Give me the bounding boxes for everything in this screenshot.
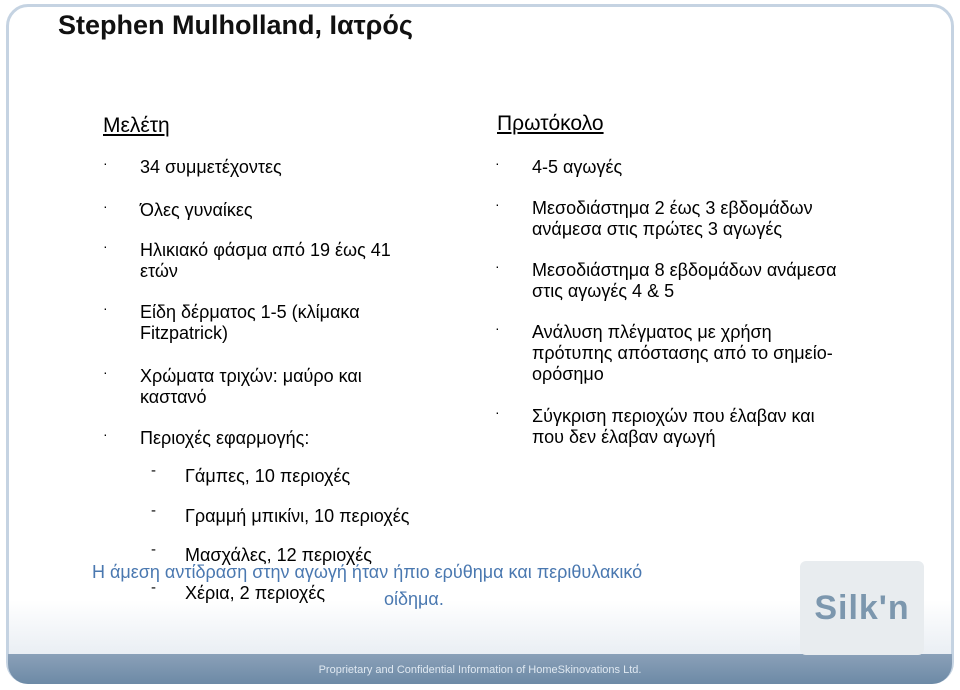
dash-marker: - [151,462,156,479]
protocol-bullet-line: πρότυπης απόστασης από το σημείο- [532,343,833,363]
protocol-bullet [495,258,912,302]
protocol-bullet-line: που δεν έλαβαν αγωγή [532,427,716,447]
study-bullet-line: Χρώματα τριχών: μαύρο και [140,366,362,386]
bullet-dot: · [495,258,500,274]
area-text: Χέρια, 2 περιοχές [185,583,326,603]
bullet-dot: · [495,196,500,212]
study-bullet [103,155,460,178]
study-bullet [103,198,460,221]
protocol-bullet [495,196,912,240]
dash-marker: - [151,541,156,558]
protocol-bullet [495,320,912,385]
study-bullet-line: Ηλικιακό φάσμα από 19 έως 41 [140,240,391,260]
area-text: Γραμμή μπικίνι, 10 περιοχές [185,506,410,526]
bullet-dot: · [495,320,500,336]
protocol-bullet-line: ανάμεσα στις πρώτες 3 αγωγές [532,219,783,239]
area-item [151,502,485,527]
study-bullet-text: Περιοχές εφαρμογής: [140,428,310,448]
footer-text: Proprietary and Confidential Information of HomeSkinovations Ltd. [318,664,642,676]
area-text: Μασχάλες, 12 περιοχές [185,545,372,565]
protocol-bullet-line: Ανάλυση πλέγματος με χρήση [532,322,772,342]
study-bullet-line: ετών [140,261,178,281]
reaction-note-line2: οίδημα. [384,589,444,609]
study-bullet [103,300,460,344]
study-bullet-text: 34 συμμετέχοντες [140,157,282,177]
study-bullet-line: Fitzpatrick) [140,323,229,343]
logo-text: Silk'n [814,588,910,627]
dash-marker: - [151,579,156,596]
bullet-dot: · [495,155,500,171]
bullet-dot: · [495,404,500,420]
slide-title: Stephen Mulholland, Ιατρός [58,10,413,40]
protocol-bullet-line: Σύγκριση περιοχών που έλαβαν και [532,406,815,426]
study-bullet-line: καστανό [140,387,207,407]
protocol-bullet-line: Μεσοδιάστημα 2 έως 3 εβδομάδων [532,198,813,218]
protocol-heading: Πρωτόκολο [497,112,604,135]
silkn-logo [800,561,924,655]
protocol-bullet-line: ορόσημο [532,364,604,384]
study-bullet-line: Είδη δέρματος 1-5 (κλίμακα [140,302,360,322]
protocol-bullet [495,404,912,448]
protocol-bullet [495,155,912,178]
bullet-dot: · [103,426,108,442]
study-bullet-text: Όλες γυναίκες [140,200,253,220]
bullet-dot: · [103,198,108,214]
study-bullet [103,364,460,408]
bullet-dot: · [103,300,108,316]
protocol-bullet-line: στις αγωγές 4 & 5 [532,281,675,301]
study-bullet [103,238,460,282]
study-heading: Μελέτη [103,114,170,137]
study-bullet [103,426,460,449]
bullet-dot: · [103,155,108,171]
bullet-dot: · [103,364,108,380]
area-text: Γάμπες, 10 περιοχές [185,466,351,486]
dash-marker: - [151,502,156,519]
bullet-dot: · [103,238,108,254]
protocol-bullet-line: Μεσοδιάστημα 8 εβδομάδων ανάμεσα [532,260,837,280]
protocol-bullet-text: 4-5 αγωγές [532,157,623,177]
reaction-note-line1: Η άμεση αντίδραση στην αγωγή ήταν ήπιο ερύθημα και περιθυλακικό [92,562,643,582]
area-item [151,462,485,487]
